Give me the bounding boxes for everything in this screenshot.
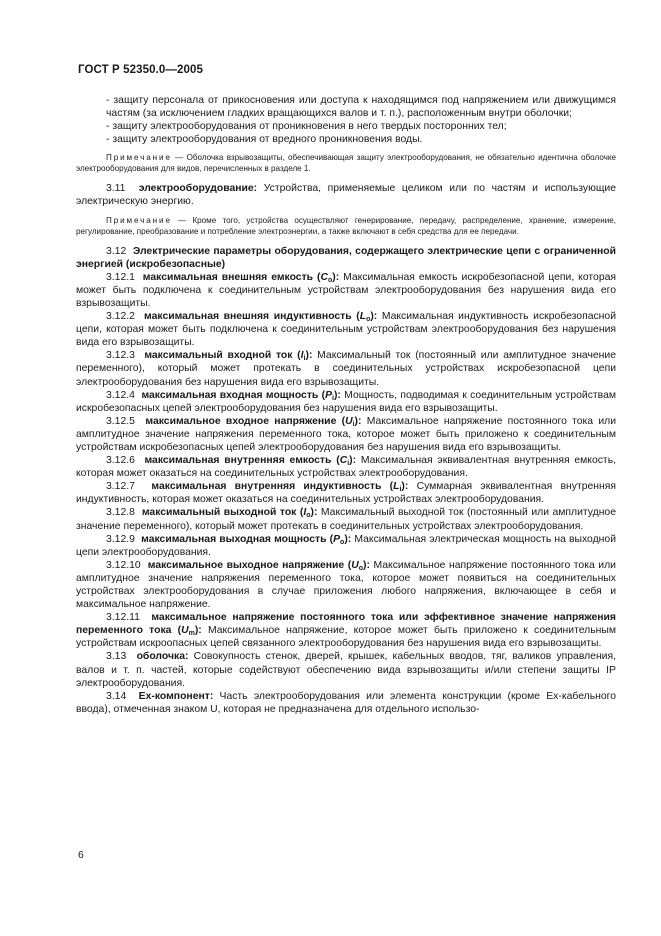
term-name: максимальный выходной ток $(I_o)$: xyxy=(141,507,318,520)
term-symbol: C xyxy=(320,271,328,283)
clause-number: 3.13 xyxy=(106,651,127,663)
clause-number: 3.12.1 xyxy=(106,271,135,283)
page-header: ГОСТ Р 52350.0—2005 xyxy=(78,64,203,76)
term-3-14 xyxy=(76,690,616,716)
section-3-12-heading xyxy=(76,245,616,271)
clause-number: 3.12.4 xyxy=(106,389,135,401)
list-item: - защиту электрооборудования от вредного проникновения воды. xyxy=(106,134,423,146)
term-subscript: o xyxy=(340,538,345,546)
parameter-definition xyxy=(76,415,616,454)
note-2 xyxy=(76,215,616,237)
term-definition: Максимальная эквивалентная внутренняя емкость, которая может оказаться на соединительных устройствах электрооборудования. xyxy=(76,455,616,480)
term-name: максимальное выходное напряжение $(U_o)$: xyxy=(147,559,370,572)
term-name: максимальная внутренняя индуктивность $(L_i)$: xyxy=(151,481,409,494)
parameter-definition xyxy=(76,389,616,415)
section-heading: Электрические параметры оборудования, содержащего электрические цепи с ограниченной энергией (искробезопасные) xyxy=(76,245,616,270)
parameter-definition xyxy=(76,349,616,388)
term-symbol: C xyxy=(339,455,348,467)
term-name: максимальная внешняя емкость $(C_o)$: xyxy=(142,271,340,284)
term-name: максимальная выходная мощность $(P_o)$: xyxy=(141,533,352,546)
term-symbol: P xyxy=(325,389,332,401)
note-text: — Кроме того, устройства осуществляют генерирование, передачу, распределение, хранение, измерение, регулирование, преобразование и потребление электроэнергии, а также включают в себя средства для ее передачи. xyxy=(76,215,616,236)
term-symbol: U xyxy=(351,559,359,571)
parameter-definition xyxy=(76,559,616,611)
term-3-11 xyxy=(76,182,616,208)
term-definition: Часть электрооборудования или элемента конструкции (кроме Ex-кабельного ввода), отмеченная знаком U, которая не предназначена для отдельного использо- xyxy=(76,690,616,715)
note-label: Примечание xyxy=(106,215,172,225)
parameter-definition xyxy=(76,480,616,506)
term-subscript: i xyxy=(399,486,402,494)
term-definition: Максимальная емкость искробезопасной цепи, которая может быть подключена к соединительным устройствам электрооборудования без нарушения вида его взрывозащиты. xyxy=(76,271,616,309)
parameter-definition xyxy=(76,533,616,559)
list-item: - защиту персонала от прикосновения или доступа к находящимся под напряжением или движущимся частям (за исключением гладких вращающихся валов и т. п.), расположенным внутри оболочки; xyxy=(106,95,616,120)
term-symbol: P xyxy=(333,533,341,545)
clause-number: 3.12.6 xyxy=(106,455,135,467)
term-definition: Устройства, применяемые целиком или по частям и использующие электрическую энергию. xyxy=(76,183,616,208)
term-definition: Максимальный выходной ток (постоянный или амплитудное значение переменного), который может протекать в соединительных устройствах электрооборудования. xyxy=(76,507,616,532)
term-definition: Максимальная электрическая мощность на выходной цепи электрооборудования. xyxy=(76,533,616,558)
term-definition: Мощность, подводимая к соединительным устройствам искробезопасных цепей электрооборудования без нарушения вида его взрывозащиты. xyxy=(76,389,616,414)
term-symbol: L xyxy=(393,481,400,493)
parameter-definition xyxy=(76,611,616,650)
term-definition: Максимальное напряжение постоянного тока или амплитудное значение напряжения переменного тока, которое может быть приложено к соединительным устройствам искробезопасных цепей электрооборудования без нарушения вида его взрывозащиты. xyxy=(76,415,617,453)
term-symbol: U xyxy=(345,415,353,427)
term-name: Ex-компонент: xyxy=(138,690,214,702)
term-definition: Максимальный ток (постоянный или амплитудное значение переменного), который может протекать в соединительных устройствах искробезопасной цепи электрооборудования без нарушения вида его взрывозащиты. xyxy=(76,350,616,388)
list-item: - защиту электрооборудования от проникновения в него твердых посторонних тел; xyxy=(106,121,507,133)
page-number: 6 xyxy=(78,850,84,861)
clause-number: 3.12.10 xyxy=(106,559,141,571)
term-symbol: I xyxy=(303,507,307,519)
term-name: максимальный входной ток $(I_i)$: xyxy=(144,350,313,363)
clause-number: 3.12.3 xyxy=(106,350,135,362)
parameter-definition xyxy=(76,506,616,532)
document-body xyxy=(76,94,616,716)
term-definition: Максимальное напряжение, которое может быть приложено к соединительным устройствам искроопасных цепей связанного электрооборудования без нарушения вида его взрывозащиты. xyxy=(76,625,616,650)
term-symbol: L xyxy=(359,311,367,323)
term-definition: Суммарная эквивалентная внутренняя индуктивность, которая может оказаться на соединительных устройствах электрооборудования. xyxy=(76,481,617,506)
term-subscript: i xyxy=(303,355,306,363)
term-subscript: o xyxy=(366,316,371,324)
term-subscript: i xyxy=(347,460,350,468)
term-name: максимальное входное напряжение $(U_i)$: xyxy=(145,415,362,428)
clause-number: 3.12.2 xyxy=(106,311,135,323)
parameter-definition xyxy=(76,310,616,349)
note-label: Примечание xyxy=(106,153,172,163)
clause-number: 3.14 xyxy=(106,690,127,702)
clause-number: 3.12.5 xyxy=(106,415,135,427)
parameter-definition xyxy=(76,271,616,310)
parameter-definition xyxy=(76,454,616,480)
clause-number: 3.12.11 xyxy=(106,612,140,624)
term-symbol: U xyxy=(181,625,189,637)
term-name: максимальная входная мощность $(P_i)$: xyxy=(141,389,341,402)
term-subscript: i xyxy=(352,420,355,428)
term-subscript: o xyxy=(358,564,364,572)
term-definition: Максимальное напряжение постоянного тока или амплитудное значение напряжения переменного тока, которое может появиться на соединительных устройствах электрооборудования в случае приложения любого напряжения, включающее в себя и максимальное напряжение. xyxy=(76,559,616,611)
note-1 xyxy=(76,152,616,174)
clause-number: 3.12 xyxy=(106,245,127,257)
term-definition: Совокупность стенок, дверей, крышек, кабельных вводов, тяг, валиков управления, валов и т. п. частей, которые содействуют обеспечению вида взрывозащиты и/или степени защиты IP электрооборудования. xyxy=(76,651,616,689)
term-definition: Максимальная индуктивность искробезопасной цепи, которая может быть подключена к соединительным устройствам электрооборудования без нарушения вида его взрывозащиты. xyxy=(76,311,617,349)
parameters-list xyxy=(76,271,616,651)
clause-number: 3.12.7 xyxy=(106,481,135,493)
term-name: оболочка: xyxy=(136,651,189,663)
note-text: — Оболочка взрывозащиты, обеспечивающая защиту электрооборудования, не обязательно идентична оболочке электрооборудования для видов, перечисленных в разделе 1. xyxy=(76,153,616,174)
term-name: максимальное напряжение постоянного тока или эффективное значение напряжения переменного тока $(U_m)$: xyxy=(76,612,616,638)
term-subscript: o xyxy=(306,512,311,520)
term-symbol: I xyxy=(300,350,304,362)
clause-number: 3.11 xyxy=(106,183,126,195)
term-3-13 xyxy=(76,650,616,689)
clause-number: 3.12.9 xyxy=(106,533,135,545)
term-name: электрооборудование: xyxy=(138,183,258,195)
term-subscript: i xyxy=(332,394,334,402)
term-subscript: m xyxy=(188,630,195,638)
term-name: максимальная внутренняя емкость $(C_i)$: xyxy=(144,455,357,468)
term-subscript: o xyxy=(327,276,333,284)
clause-number: 3.12.8 xyxy=(106,507,135,519)
term-name: максимальная внешняя индуктивность $(L_o)$: xyxy=(144,311,378,324)
